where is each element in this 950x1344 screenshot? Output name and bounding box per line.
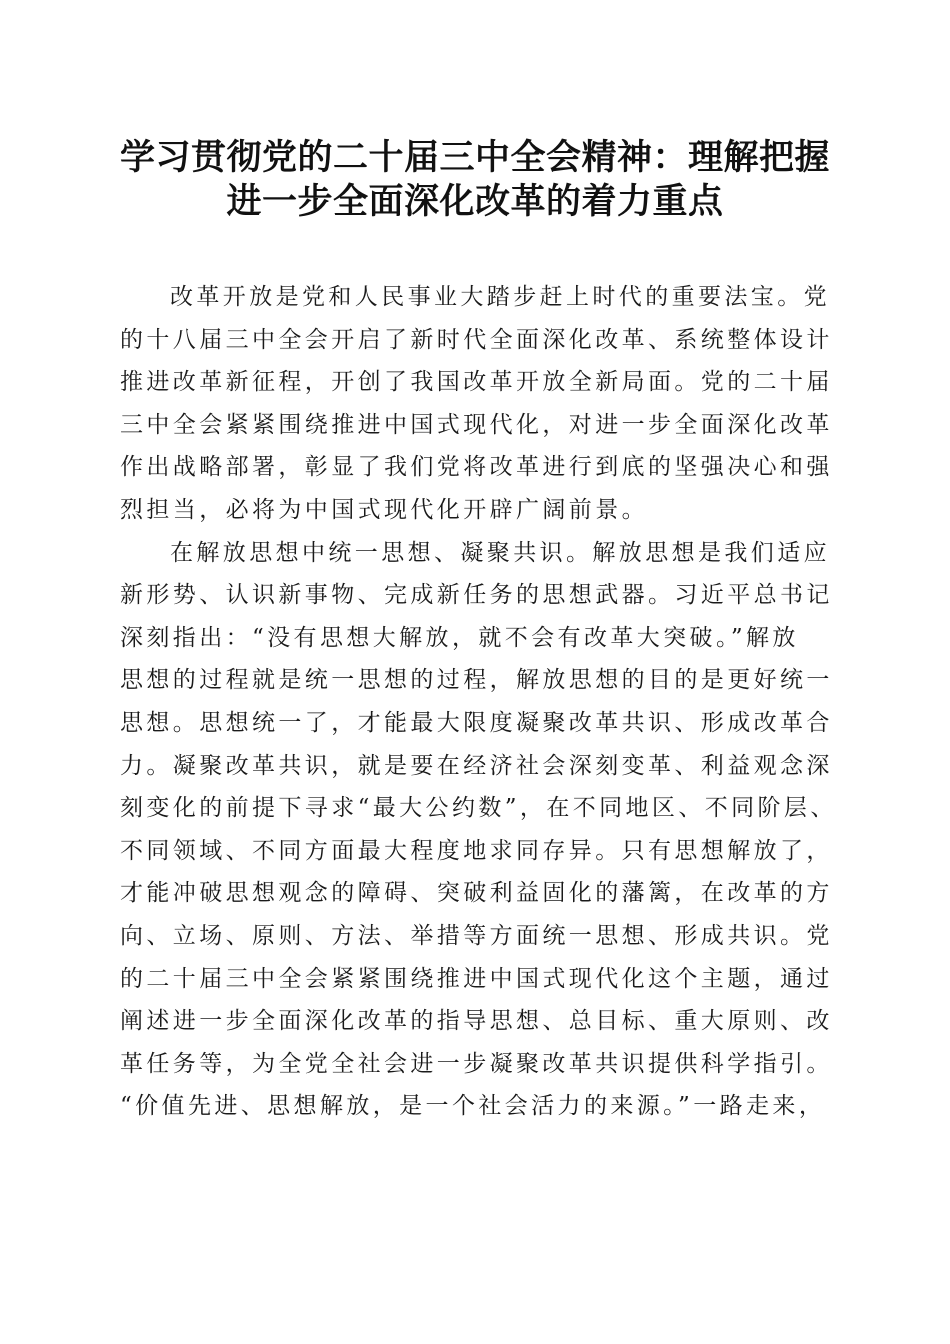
document-title bbox=[100, 136, 850, 224]
paragraph-2 bbox=[120, 532, 840, 1128]
text-line: 在解放思想中统一思想、凝聚共识。解放思想是我们适应 bbox=[170, 539, 830, 566]
text-line: 思想。思想统一了，才能最大限度凝聚改革共识、形成改革合 bbox=[120, 709, 833, 736]
title-line-2: 进一步全面深化改革的着力重点 bbox=[226, 181, 724, 222]
text-line: 推进改革新征程，开创了我国改革开放全新局面。党的二十届 bbox=[120, 369, 833, 396]
text-line: 作出战略部署，彰显了我们党将改革进行到底的坚强决心和强 bbox=[120, 454, 833, 481]
title-line-1: 学习贯彻党的二十届三中全会精神：理解把握 bbox=[119, 137, 830, 178]
text-line: 烈担当，必将为中国式现代化开辟广阔前景。 bbox=[120, 496, 648, 523]
paragraph-1 bbox=[120, 276, 840, 532]
text-line: 力。凝聚改革共识，就是要在经济社会深刻变革、利益观念深 bbox=[120, 752, 833, 779]
text-line: 三中全会紧紧围绕推进中国式现代化，对进一步全面深化改革 bbox=[120, 411, 833, 438]
document-body bbox=[120, 276, 840, 1128]
text-line: 的十八届三中全会开启了新时代全面深化改革、系统整体设计 bbox=[120, 326, 833, 353]
text-line: 的二十届三中全会紧紧围绕推进中国式现代化这个主题，通过 bbox=[120, 965, 833, 992]
text-line: 深刻指出：“没有思想大解放，就不会有改革大突破。”解放 bbox=[120, 624, 799, 651]
text-line: 改革开放是党和人民事业大踏步赶上时代的重要法宝。党 bbox=[170, 284, 830, 310]
text-line: 才能冲破思想观念的障碍、突破利益固化的藩篱，在改革的方 bbox=[120, 880, 833, 907]
text-line: “价值先进、思想解放，是一个社会活力的来源。”一路走来， bbox=[120, 1093, 826, 1120]
text-line: 刻变化的前提下寻求“最大公约数”，在不同地区、不同阶层、 bbox=[120, 795, 837, 822]
text-line: 向、立场、原则、方法、举措等方面统一思想、形成共识。党 bbox=[120, 922, 833, 949]
text-line: 革任务等，为全党全社会进一步凝聚改革共识提供科学指引。 bbox=[120, 1050, 833, 1077]
text-line: 不同领域、不同方面最大程度地求同存异。只有思想解放了， bbox=[120, 837, 833, 864]
text-line: 新形势、认识新事物、完成新任务的思想武器。习近平总书记 bbox=[120, 582, 833, 609]
text-line: 阐述进一步全面深化改革的指导思想、总目标、重大原则、改 bbox=[120, 1008, 833, 1035]
text-line: 思想的过程就是统一思想的过程，解放思想的目的是更好统一 bbox=[120, 667, 833, 694]
